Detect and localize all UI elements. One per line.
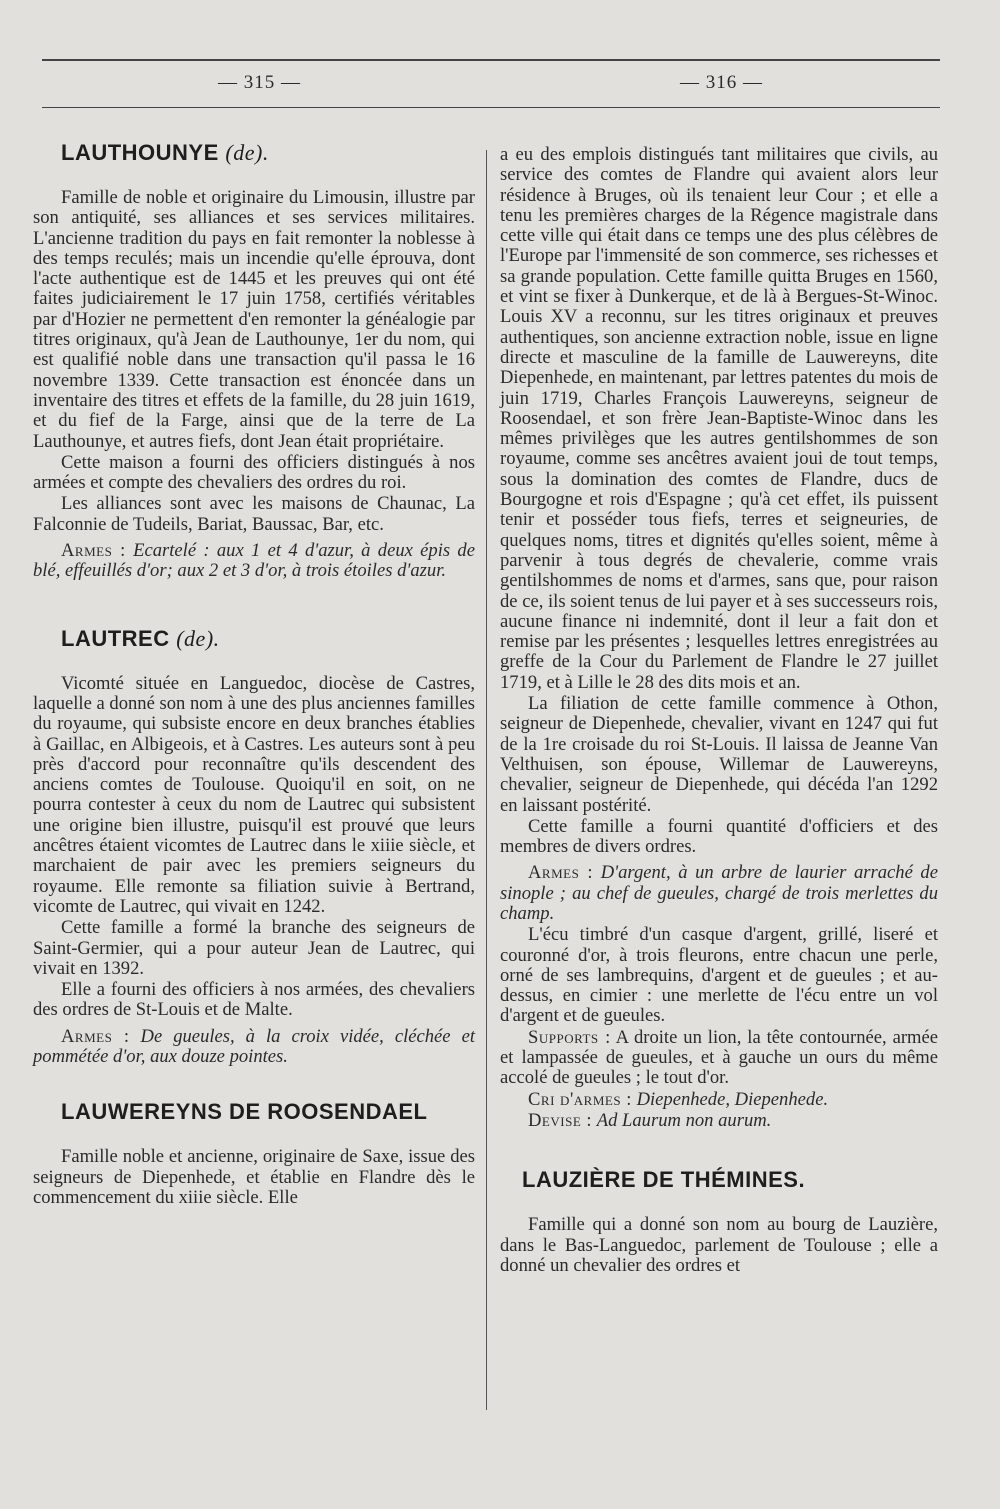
top-rule [42, 59, 940, 61]
devise [500, 1111, 938, 1131]
page-number-right: — 316 — [680, 72, 763, 93]
paragraph: L'écu timbré d'un casque d'argent, grillé, liseré et couronné d'or, à trois fleurons, entre chacun une perle, orné de ses lambrequins, d'argent et de gueules ; et au-dessus, en cimier : une merlette de l'écu entre un vol d'argent et de gueules. [500, 924, 938, 1027]
paragraph: Vicomté située en Languedoc, diocèse de Castres, laquelle a donné son nom à une des plus anciennes familles du royaume, qui subsiste encore en deux branches établies à Gaillac, en Albigeois, et à Castres. Les auteurs sont à peu près d'accord pour reconnaître qu'ils descendent des anciens comtes de Toulouse. Quoiqu'il en soit, on ne pourra contester à ceux du nom de Lautrec qui subsistent une origine bien illustre, puisqu'il est prouvé que leurs ancêtres étaient vicomtes de Lautrec dans le xiiie siècle, et marchaient de pair avec les premiers seigneurs du royaume. Elle remonte sa filiation suivie à Bertrand, vicomte de Lautrec, qui vivait en 1242. [33, 672, 475, 917]
paragraph: Famille noble et ancienne, originaire de Saxe, issue des seigneurs de Diepenhede, et établie en Flandre dès le commencement du xiiie siècle. Elle [33, 1146, 475, 1208]
armes-lauwereyns [500, 863, 938, 924]
supports-label: Supports : [528, 1026, 611, 1048]
heading-lautrec [61, 626, 475, 652]
heading-text: LAUTHOUNYE [61, 140, 219, 165]
cri-d-armes [500, 1090, 938, 1110]
armes-text: D'argent, à un arbre de laurier arraché de sinople ; au chef de gueules, chargé de trois merlettes du champ. [500, 862, 938, 924]
armes-lautrec [33, 1027, 475, 1068]
paragraph: Cette maison a fourni des officiers distingués à nos armées et compte des chevaliers des ordres du roi. [33, 451, 475, 494]
paragraph: Cette famille a formé la branche des seigneurs de Saint-Germier, qui a pour auteur Jean de Lautrec, qui vivait en 1392. [33, 917, 475, 979]
header-rule [42, 107, 940, 108]
heading-lauwereyns: LAUWEREYNS DE ROOSENDAEL [61, 1099, 428, 1125]
armes-label: Armes : [528, 862, 594, 884]
heading-particle: (de). [176, 625, 220, 651]
armes-lauthounye [33, 541, 475, 582]
page-number-left: — 315 — [218, 72, 301, 93]
supports [500, 1028, 938, 1089]
right-column [500, 145, 938, 1277]
armes-text: Ecartelé : aux 1 et 4 d'azur, à deux épis de blé, effeuillés d'or; aux 2 et 3 d'or, à trois étoiles d'azur. [33, 540, 475, 582]
paragraph: Famille qui a donné son nom au bourg de Lauzière, dans le Bas-Languedoc, parlement de Toulouse ; elle a donné un chevalier des ordres et [500, 1214, 938, 1276]
paragraph: Cette famille a fourni quantité d'officiers et des membres de divers ordres. [500, 815, 938, 858]
armes-text: De gueules, à la croix vidée, cléchée et pommétée d'or, aux douze pointes. [33, 1025, 475, 1067]
cri-label: Cri d'armes : [528, 1088, 632, 1110]
cri-text: Diepenhede, Diepenhede. [636, 1088, 829, 1110]
heading-particle: (de). [225, 140, 269, 165]
paragraph: La filiation de cette famille commence à Othon, seigneur de Diepenhede, chevalier, vivant en 1247 qui fut de la 1re croisade du roi St-Louis. Il laissa de Jeanne Van Velthuisen, son épouse, Willemar de Lauwereyns, chevalier, seigneur de Diepenhede, qui décéda l'an 1292 en laissant postérité. [500, 693, 938, 816]
supports-text: A droite un lion, la tête contournée, armée et lampassée de gueules, et à gauche un ours du même accolé de gueules ; le tout d'or. [500, 1026, 938, 1089]
heading-lauziere: LAUZIÈRE DE THÉMINES. [522, 1167, 806, 1193]
devise-text: Ad Laurum non aurum. [596, 1109, 772, 1131]
armes-label: Armes : [61, 540, 126, 562]
paragraph: Elle a fourni des officiers à nos armées, des chevaliers des ordres de St-Louis et de Malte. [33, 979, 475, 1021]
armes-label: Armes : [61, 1025, 130, 1047]
left-column [33, 140, 475, 1209]
devise-label: Devise : [528, 1109, 593, 1131]
paragraph: a eu des emplois distingués tant militaires que civils, au service des comtes de Flandre qui avaient alors leur résidence à Bruges, où ils tenaient leur Cour ; et elle a tenu les premières charges de la Régence magistrale dans cette ville qui était dans ce temps une des plus célèbres de l'Europe par l'immensité de son commerce, ses richesses et sa grande population. Cette famille quitta Bruges en 1560, et vint se fixer à Dunkerque, et de là à Bergues-St-Winoc. Louis XV a reconnu, sur les titres originaux et preuves authentiques, son ancienne extraction noble, issue en ligne directe et masculine de la famille de Lauwereyns, dite Diepenhede, en maintenant, par lettres patentes du mois de juin 1719, Charles François Lauwereyns, seigneur de Roosendael, et son frère Jean-Baptiste-Winoc dans les mêmes privilèges que les autres gentilshommes de son royaume, comme ses ancêtres avaient joui de tout temps, sous la domination des comtes de Flandre, ducs de Bourgogne et rois d'Espagne ; qu'à cet effet, ils puissent tenir et posséder tous fiefs, terres et seigneuries, de quelques noms, titres et dignités qu'elles soient, même à parvenir à tous degrés de chevalerie, comme vrais gentilshommes de noms et d'armes, sans que, pour raison de ce, ils soient tenus de lui payer et à ses successeurs rois, aucune finance ni indemnité, dont il leur a fait don et remise par les présentes ; lesquelles lettres enregistrées au greffe de la Cour du Parlement de Flandre le 27 juillet 1719, et à Lille le 28 des dits mois et an. [500, 144, 938, 693]
paragraph: Les alliances sont avec les maisons de Chaunac, La Falconnie de Tudeils, Bariat, Baussac, Bar, etc. [33, 493, 475, 535]
heading-text: LAUTREC [61, 625, 170, 651]
paragraph: Famille de noble et originaire du Limousin, illustre par son antiquité, ses alliances et ses services militaires. L'ancienne tradition du pays en fait remonter la noblesse à des temps reculés; mais un incendie qu'elle éprouva, dont l'acte authentique est de 1445 et les preuves qui ont été faites judiciairement le 17 juin 1758, certifiés véritables par d'Hozier ne permettent d'en remonter la généalogie par titres originaux, qu'à Jean de Lauthounye, 1er du nom, qui est qualifié noble dans une transaction qu'il passa le 16 novembre 1339. Cette transaction est énoncée dans un inventaire des titres et effets de la famille, du 28 juin 1619, et du fief de la Farge, ainsi que de la terre de La Lauthounye, et autres fiefs, dont Jean était propriétaire. [33, 187, 475, 452]
column-divider [486, 150, 487, 1410]
heading-lauthounye [61, 140, 475, 166]
